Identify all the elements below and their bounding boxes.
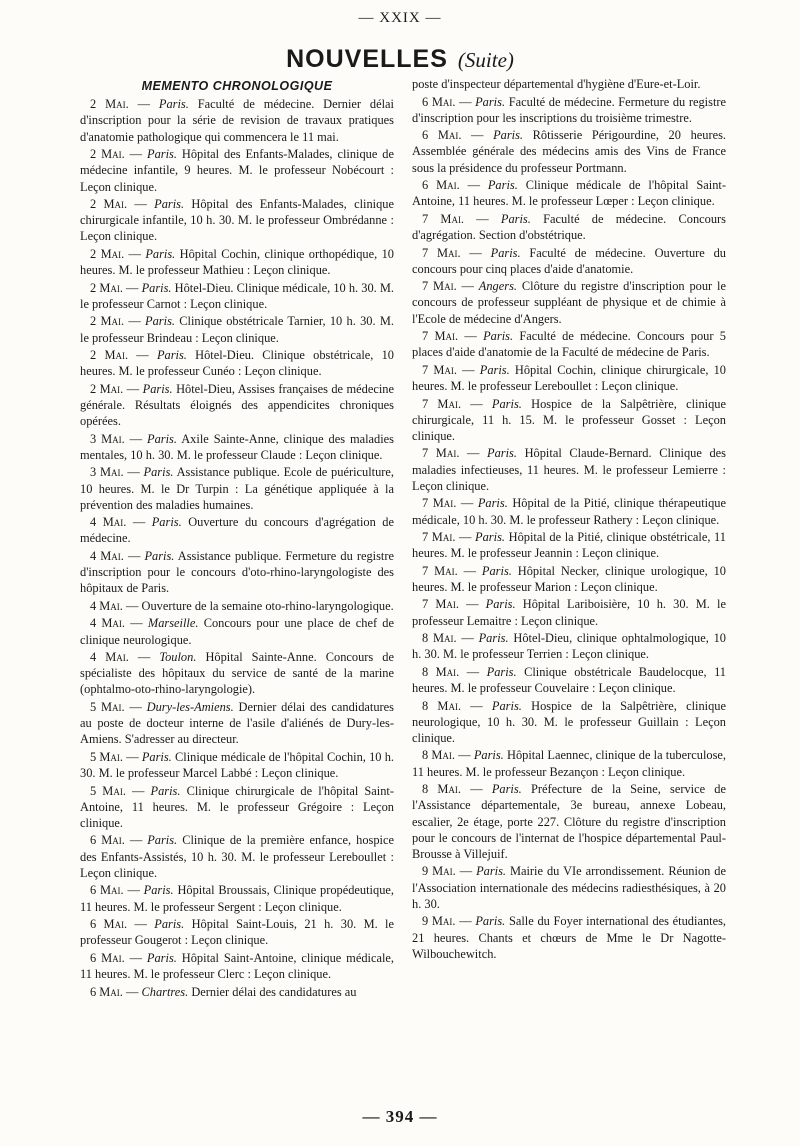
entry-text: Hôpital Cochin, clinique orthopédique, 10 heures. M. le professeur Mathieu : Leçon clinique. xyxy=(80,246,394,278)
entry-date: 2 Mai. xyxy=(90,147,125,162)
entry-text: Faculté de médecine. Dernier délai d'inscription pour la série de revision de travaux pratiques d'anatomie pathologique qui commencera le 11 mai. xyxy=(80,97,395,144)
left-column xyxy=(80,78,394,1001)
entry-place: Paris. xyxy=(477,496,508,511)
entry-date: 8 Mai. xyxy=(422,631,457,646)
section-title: MEMENTO CHRONOLOGIQUE xyxy=(141,79,333,93)
entry-text: Hôpital Sainte-Anne. Concours de spécialiste des hôpitaux du service de santé de la marine (ophtalmo-oto-rhino-laryngologie). xyxy=(80,650,394,697)
list-item: 8 Mai. — Paris. Clinique obstétricale Baudelocque, 11 heures. M. le professeur Couvelaire : Leçon clinique. xyxy=(412,664,726,696)
list-item: 6 Mai. — Paris. Clinique de la première enfance, hospice des Enfants-Assistés, 10 h. 30. M. le professeur Lereboullet : Leçon clinique. xyxy=(80,833,395,880)
entry-text: Clinique obstétricale Tarnier, 10 h. 30. M. le professeur Brindeau : Leçon clinique. xyxy=(80,314,394,345)
list-item: 2 Mai. — Paris. Hôpital des Enfants-Malades, clinique de médecine infantile, 9 heures. M. le professeur Nobécourt : Leçon clinique. xyxy=(80,147,394,194)
entry-place: Paris. xyxy=(475,94,506,109)
entry-date: 4 Mai. xyxy=(90,598,123,613)
list-item: 2 Mai. — Paris. Hôpital des Enfants-Malades, clinique chirurgicale infantile, 10 h. 30. M. le professeur Ombrédanne : Leçon clinique. xyxy=(80,197,394,244)
entry-place: Paris. xyxy=(475,914,506,929)
entry-place: Paris. xyxy=(500,211,531,226)
list-item: 6 Mai. — Paris. Rôtisserie Périgourdine, 20 heures. Assemblée générale des médecins amis des Vins de France sous la présidence du professeur Portmann. xyxy=(412,128,727,175)
entry-date: 7 Mai. xyxy=(422,211,465,226)
entry-date: 7 Mai. xyxy=(422,446,460,461)
list-item: 2 Mai. — Paris. Clinique obstétricale Tarnier, 10 h. 30. M. le professeur Brindeau : Leçon clinique. xyxy=(80,314,394,345)
list-item: 2 Mai. — Paris. Hôtel-Dieu, Assises françaises de médecine générale. Résultats éloignés des appendicites chroniques opérées. xyxy=(80,381,395,429)
entry-date: 4 Mai. xyxy=(90,515,127,530)
list-item: 7 Mai. — Paris. Hôpital de la Pitié, clinique obstétricale, 11 heures. M. le professeur Jeannin : Leçon clinique. xyxy=(412,530,726,561)
entry-place: Paris. xyxy=(473,748,504,763)
entry-text: Hôpital des Enfants-Malades, clinique chirurgicale infantile, 10 h. 30. M. le professeur Ombrédanne : Leçon clinique. xyxy=(80,197,394,244)
entry-text: Hôpital Saint-Louis, 21 h. 30. M. le professeur Gougerot : Leçon clinique. xyxy=(80,917,394,948)
list-item: 7 Mai. — Paris. Hôpital Cochin, clinique chirurgicale, 10 heures. M. le professeur Lereboullet : Leçon clinique. xyxy=(412,362,726,394)
entry-text: Ouverture du concours d'agrégation de médecine. xyxy=(80,515,394,546)
entry-date: 2 Mai. xyxy=(90,314,125,329)
entry-text: Hôpital de la Pitié, clinique thérapeutique médicale, 10 h. 30. M. le professeur Rathery : Leçon clinique. xyxy=(412,496,727,527)
list-item: 7 Mai. — Paris. Faculté de médecine. Concours d'agrégation. Section d'obstétrique. xyxy=(412,211,727,243)
entry-text: Hôtel-Dieu. Clinique médicale, 10 h. 30. M. le professeur Carnot : Leçon clinique. xyxy=(80,280,394,311)
entry-text: Faculté de médecine. Concours d'agrégation. Section d'obstétrique. xyxy=(412,211,727,243)
entry-place: Paris. xyxy=(158,97,189,112)
entry-date: 2 Mai. xyxy=(90,97,129,112)
entry-text: Rôtisserie Périgourdine, 20 heures. Assemblée générale des médecins amis des Vins de France sous la présidence du professeur Portmann. xyxy=(412,128,727,175)
entry-text: Hôpital Saint-Antoine, clinique médicale, 11 heures. M. le professeur Clerc : Leçon clinique. xyxy=(80,950,394,981)
entry-date: 6 Mai. xyxy=(90,984,123,999)
entry-text: Dernier délai des candidatures au xyxy=(191,984,357,999)
entry-date: 8 Mai. xyxy=(422,664,460,679)
entry-place: Paris. xyxy=(491,782,522,797)
entry-date: 6 Mai. xyxy=(422,128,462,143)
entry-place: Paris. xyxy=(491,396,522,411)
entry-date: 2 Mai. xyxy=(90,381,124,396)
entry-place: Paris. xyxy=(144,548,175,563)
list-item: 6 Mai. — Paris. Hôpital Saint-Antoine, clinique médicale, 11 heures. M. le professeur Clerc : Leçon clinique. xyxy=(80,950,394,981)
entry-place: Angers. xyxy=(478,279,517,294)
right-column xyxy=(412,76,726,963)
entry-text: Dernier délai des candidatures au poste de docteur interne de l'asile d'aliénés de Dury-les-Amiens. S'adresser au directeur. xyxy=(80,699,394,747)
entry-text: Hôtel-Dieu. Clinique obstétricale, 10 heures. M. le professeur Cunéo : Leçon clinique. xyxy=(80,348,395,379)
entry-date: 5 Mai. xyxy=(90,699,125,714)
entry-text: Clinique médicale de l'hôpital Cochin, 10 h. 30. M. le professeur Marcel Labbé : Leçon clinique. xyxy=(80,749,394,781)
entry-place: Marseille. xyxy=(147,616,199,631)
entry-date: 8 Mai. xyxy=(422,782,462,797)
entry-text: Concours pour une place de chef de clinique neurologique. xyxy=(80,616,394,647)
entry-place: Paris. xyxy=(475,530,505,545)
list-item: 7 Mai. — Paris. Hôpital Necker, clinique urologique, 10 heures. M. le professeur Marion : Leçon clinique. xyxy=(412,563,727,594)
entry-date: 7 Mai. xyxy=(422,597,459,612)
entry-text: Clinique obstétricale Baudelocque, 11 heures. M. le professeur Couvelaire : Leçon clinique. xyxy=(412,664,726,696)
entry-text: Hôpital Cochin, clinique chirurgicale, 10 heures. M. le professeur Lereboullet : Leçon clinique. xyxy=(412,362,726,394)
list-item: 6 Mai. — Paris. Hôpital Broussais, Clinique propédeutique, 11 heures. M. le professeur Sergent : Leçon clinique. xyxy=(80,883,394,914)
entry-date: 7 Mai. xyxy=(422,530,456,545)
list-item: 2 Mai. — Paris. Faculté de médecine. Dernier délai d'inscription pour la série de revision de travaux pratiques d'anatomie pathologique qui commencera le 11 mai. xyxy=(80,97,395,144)
entry-date: 4 Mai. xyxy=(90,616,126,631)
title-suffix: (Suite) xyxy=(457,48,514,72)
list-item: 2 Mai. — Paris. Hôpital Cochin, clinique orthopédique, 10 heures. M. le professeur Mathieu : Leçon clinique. xyxy=(80,246,394,278)
entry-place: Paris. xyxy=(146,950,177,965)
entry-text: Ouverture de la semaine oto-rhino-laryngologique. xyxy=(141,598,394,613)
entry-text: Clinique de la première enfance, hospice des Enfants-Assistés, 10 h. 30. M. le professeur Lereboullet : Leçon clinique. xyxy=(80,833,395,880)
entry-place: Paris. xyxy=(156,348,187,363)
list-item: 8 Mai. — Paris. Hôtel-Dieu, clinique ophtalmologique, 10 h. 30. M. le professeur Terrien : Leçon clinique. xyxy=(412,631,726,662)
entry-place: Paris. xyxy=(141,749,172,764)
entry-place: Paris. xyxy=(154,197,185,212)
entry-text: Mairie du VIe arrondissement. Réunion de l'Association internationale des médecins radiesthésiques, à 20 h. 30. xyxy=(412,864,726,911)
entry-place: Paris. xyxy=(487,446,517,461)
entry-date: 4 Mai. xyxy=(90,650,129,665)
entry-place: Paris. xyxy=(486,664,517,679)
list-item: 7 Mai. — Paris. Hôpital Claude-Bernard. Clinique des maladies infectieuses, 11 heures. M. le professeur Lemierre : Leçon clinique. xyxy=(412,446,726,493)
entry-text: Clôture du registre d'inscription pour le concours de professeur suppléant de physique et de chimie à l'Ecole de médecine d'Angers. xyxy=(412,279,726,326)
entry-place: Paris. xyxy=(476,864,507,879)
list-item: 7 Mai. — Paris. Hôpital Lariboisière, 10 h. 30. M. le professeur Lemaitre : Leçon clinique. xyxy=(412,597,726,628)
entry-place: Dury-les-Amiens. xyxy=(146,699,234,714)
list-item: 5 Mai. — Dury-les-Amiens. Dernier délai des candidatures au poste de docteur interne de l'asile d'aliénés de Dury-les-Amiens. S'adresser au directeur. xyxy=(80,699,394,747)
entry-place: Paris. xyxy=(478,631,509,646)
entry-text: Faculté de médecine. Ouverture du concours pour cinq places d'aide d'anatomie. xyxy=(412,245,726,276)
entry-text: Hospice de la Salpêtrière, clinique neurologique, 10 h. 30. M. le professeur Guillain : Leçon clinique. xyxy=(412,698,726,745)
entry-place: Paris. xyxy=(150,783,181,798)
list-item: 9 Mai. — Paris. Salle du Foyer international des étudiantes, 21 heures. Chants et chœurs de Mme le Dr Nagotte-Wilbouchewitch. xyxy=(412,914,727,961)
entry-date: 3 Mai. xyxy=(90,465,124,480)
list-item: 2 Mai. — Paris. Hôtel-Dieu. Clinique obstétricale, 10 heures. M. le professeur Cunéo : Leçon clinique. xyxy=(80,348,395,379)
entry-date: 7 Mai. xyxy=(422,496,457,511)
entry-place: Paris. xyxy=(481,563,512,578)
entry-place: Paris. xyxy=(491,698,522,713)
entry-date: 6 Mai. xyxy=(422,94,456,109)
entry-place: Paris. xyxy=(479,362,510,377)
list-item: 3 Mai. — Paris. Axile Sainte-Anne, clinique des maladies mentales, 10 h. 30. M. le professeur Claude : Leçon clinique. xyxy=(80,431,395,462)
entry-date: 6 Mai. xyxy=(422,178,460,193)
entry-place: Paris. xyxy=(483,329,514,344)
entry-place: Paris. xyxy=(154,917,185,932)
entry-text: Assistance publique. Ecole de puériculture, 10 heures. M. le Dr Turpin : La génétique appliquée à la prévention des maladies humaines. xyxy=(80,465,395,512)
entry-date: 7 Mai. xyxy=(422,329,459,344)
list-item: 8 Mai. — Paris. Hôpital Laennec, clinique de la tuberculose, 11 heures. M. le professeur Bezançon : Leçon clinique. xyxy=(412,748,726,779)
entry-place: Paris. xyxy=(147,431,177,446)
entry-place: Paris. xyxy=(151,515,182,530)
entry-text: Axile Sainte-Anne, clinique des maladies mentales, 10 h. 30. M. le professeur Claude : Leçon clinique. xyxy=(80,431,395,462)
entry-place: Toulon. xyxy=(159,650,197,665)
entry-text: Assistance publique. Fermeture du registre d'inscription pour le concours d'oto-rhino-laryngologiste des hôpitaux de Paris. xyxy=(80,548,394,596)
entry-text: Hôpital Broussais, Clinique propédeutique, 11 heures. M. le professeur Sergent : Leçon clinique. xyxy=(80,883,394,914)
entry-text: Faculté de médecine. Fermeture du registre d'inscription pour les inscriptions du troisième trimestre. xyxy=(412,94,727,125)
entry-text: Hôtel-Dieu, Assises françaises de médecine générale. Résultats éloignés des appendicites chroniques opérées. xyxy=(80,381,395,429)
list-item: 3 Mai. — Paris. Assistance publique. Ecole de puériculture, 10 heures. M. le Dr Turpin : La génétique appliquée à la prévention des maladies humaines. xyxy=(80,465,395,512)
entry-text: Hôpital de la Pitié, clinique obstétricale, 11 heures. M. le professeur Jeannin : Leçon clinique. xyxy=(412,530,726,561)
entry-date: 6 Mai. xyxy=(90,950,125,965)
list-item: 8 Mai. — Paris. Hospice de la Salpêtrière, clinique neurologique, 10 h. 30. M. le professeur Guillain : Leçon clinique. xyxy=(412,698,726,745)
entry-place: Paris. xyxy=(147,833,178,848)
entry-date: 3 Mai. xyxy=(90,431,125,446)
entry-date: 7 Mai. xyxy=(422,362,457,377)
list-item: 5 Mai. — Paris. Clinique chirurgicale de l'hôpital Saint-Antoine, 11 heures. M. le professeur Grégoire : Leçon clinique. xyxy=(80,783,395,830)
entry-date: 2 Mai. xyxy=(90,246,125,261)
entry-place: Paris. xyxy=(147,147,177,162)
entry-date: 4 Mai. xyxy=(90,548,124,563)
entry-place: Chartres. xyxy=(141,984,189,999)
entry-date: 9 Mai. xyxy=(422,914,456,929)
page-title xyxy=(0,44,800,78)
entry-date: 5 Mai. xyxy=(90,749,124,764)
entry-date: 7 Mai. xyxy=(422,279,457,294)
entry-place: Paris. xyxy=(143,883,174,898)
list-item: 4 Mai. — Marseille. Concours pour une place de chef de clinique neurologique. xyxy=(80,616,394,647)
entry-date: 8 Mai. xyxy=(422,698,462,713)
list-item: 7 Mai. — Angers. Clôture du registre d'inscription pour le concours de professeur suppléant de physique et de chimie à l'Ecole de médecine d'Angers. xyxy=(412,279,726,326)
list-item: 6 Mai. — Paris. Hôpital Saint-Louis, 21 h. 30. M. le professeur Gougerot : Leçon clinique. xyxy=(80,917,394,948)
entry-place: Paris. xyxy=(487,178,518,193)
list-item: 7 Mai. — Paris. Faculté de médecine. Concours pour 5 places d'aide d'anatomie de la Faculté de médecine de Paris. xyxy=(412,329,727,360)
entry-text: Hôpital des Enfants-Malades, clinique de médecine infantile, 9 heures. M. le professeur Nobécourt : Leçon clinique. xyxy=(80,147,394,194)
entry-place: Paris. xyxy=(142,381,173,396)
entry-text: Salle du Foyer international des étudiantes, 21 heures. Chants et chœurs de Mme le Dr Nagotte-Wilbouchewitch. xyxy=(412,914,727,961)
entry-date: 6 Mai. xyxy=(90,833,125,848)
entry-date: 8 Mai. xyxy=(422,748,456,763)
list-item: 7 Mai. — Paris. Hospice de la Salpêtrière, clinique chirurgicale, 11 h. 15. M. le professeur Gosset : Leçon clinique. xyxy=(412,396,726,443)
entry-date: 2 Mai. xyxy=(90,348,129,363)
entry-text: Hôpital Claude-Bernard. Clinique des maladies infectieuses, 11 heures. M. le professeur Lemierre : Leçon clinique. xyxy=(412,446,726,493)
list-item: 7 Mai. — Paris. Hôpital de la Pitié, clinique thérapeutique médicale, 10 h. 30. M. le professeur Rathery : Leçon clinique. xyxy=(412,496,727,527)
entry-place: Paris. xyxy=(141,280,172,295)
entry-place: Paris. xyxy=(145,246,176,261)
list-item: 4 Mai. — Paris. Assistance publique. Fermeture du registre d'inscription pour le concours d'oto-rhino-laryngologiste des hôpitaux de Paris. xyxy=(80,548,394,596)
entry-date: 9 Mai. xyxy=(422,864,456,879)
entry-text: Hôpital Lariboisière, 10 h. 30. M. le professeur Lemaitre : Leçon clinique. xyxy=(412,597,726,628)
entry-text: Hospice de la Salpêtrière, clinique chirurgicale, 11 h. 15. M. le professeur Gosset : Leçon clinique. xyxy=(412,396,726,443)
list-item: 9 Mai. — Paris. Mairie du VIe arrondissement. Réunion de l'Association internationale des médecins radiesthésiques, à 20 h. 30. xyxy=(412,864,726,911)
entry-place: Paris. xyxy=(145,314,175,329)
entry-text: Faculté de médecine. Concours pour 5 places d'aide d'anatomie de la Faculté de médecine de Paris. xyxy=(412,329,727,360)
entry-date: 7 Mai. xyxy=(422,245,461,260)
list-item: 5 Mai. — Paris. Clinique médicale de l'hôpital Cochin, 10 h. 30. M. le professeur Marcel Labbé : Leçon clinique. xyxy=(80,749,394,781)
page-number: — XXIX — xyxy=(358,10,442,26)
entry-date: 6 Mai. xyxy=(90,883,124,898)
entry-place: Paris. xyxy=(490,245,521,260)
continued-entry: poste d'inspecteur départemental d'hygiène d'Eure-et-Loir. xyxy=(412,77,701,91)
list-item: 4 Mai. — Ouverture de la semaine oto-rhino-laryngologique. xyxy=(90,598,394,613)
list-item: 8 Mai. — Paris. Préfecture de la Seine, service de l'Assistance départementale, 3e bureau, annexe Lobeau, escalier, 2e étage, porte 227. Clôture du registre d'inscription pour le concours de l'internat de l'hospice départemental Paul-Brousse à Villejuif. xyxy=(412,782,726,861)
entry-place: Paris. xyxy=(143,465,174,480)
entry-text: Clinique chirurgicale de l'hôpital Saint-Antoine, 11 heures. M. le professeur Grégoire : Leçon clinique. xyxy=(80,783,395,830)
folio: — 394 — xyxy=(362,1107,438,1126)
entry-text: Hôpital Necker, clinique urologique, 10 heures. M. le professeur Marion : Leçon clinique. xyxy=(412,563,727,594)
list-item: 6 Mai. — Paris. Faculté de médecine. Fermeture du registre d'inscription pour les inscriptions du troisième trimestre. xyxy=(412,94,727,125)
list-item: 7 Mai. — Paris. Faculté de médecine. Ouverture du concours pour cinq places d'aide d'anatomie. xyxy=(412,245,726,276)
title-main: NOUVELLES xyxy=(286,45,448,73)
list-item: 4 Mai. — Toulon. Hôpital Sainte-Anne. Concours de spécialiste des hôpitaux du service de santé de la marine (ophtalmo-oto-rhino-laryngologie). xyxy=(80,650,394,697)
entry-date: 2 Mai. xyxy=(90,280,123,295)
entry-text: Préfecture de la Seine, service de l'Assistance départementale, 3e bureau, annexe Lobeau, escalier, 2e étage, porte 227. Clôture du registre d'inscription pour le concours de l'internat de l'hospice départemental Paul-Brousse à Villejuif. xyxy=(412,782,726,861)
entry-place: Paris. xyxy=(493,128,524,143)
list-item: 6 Mai. — Paris. Clinique médicale de l'hôpital Saint-Antoine, 11 heures. M. le professeur Lœper : Leçon clinique. xyxy=(412,178,727,209)
entry-date: 5 Mai. xyxy=(90,783,126,798)
entry-date: 7 Mai. xyxy=(422,563,458,578)
entry-text: Hôpital Laennec, clinique de la tuberculose, 11 heures. M. le professeur Bezançon : Leçon clinique. xyxy=(412,748,726,779)
entry-place: Paris. xyxy=(485,597,516,612)
list-item: 4 Mai. — Paris. Ouverture du concours d'agrégation de médecine. xyxy=(80,515,394,546)
list-item: 6 Mai. — Chartres. Dernier délai des candidatures au xyxy=(90,984,357,999)
entry-text: Hôtel-Dieu, clinique ophtalmologique, 10 h. 30. M. le professeur Terrien : Leçon clinique. xyxy=(412,631,726,662)
entry-text: Clinique médicale de l'hôpital Saint-Antoine, 11 heures. M. le professeur Lœper : Leçon clinique. xyxy=(412,178,727,209)
list-item: 2 Mai. — Paris. Hôtel-Dieu. Clinique médicale, 10 h. 30. M. le professeur Carnot : Leçon clinique. xyxy=(80,280,394,311)
entry-date: 7 Mai. xyxy=(422,396,462,411)
entry-date: 6 Mai. xyxy=(90,917,128,932)
entry-date: 2 Mai. xyxy=(90,197,128,212)
